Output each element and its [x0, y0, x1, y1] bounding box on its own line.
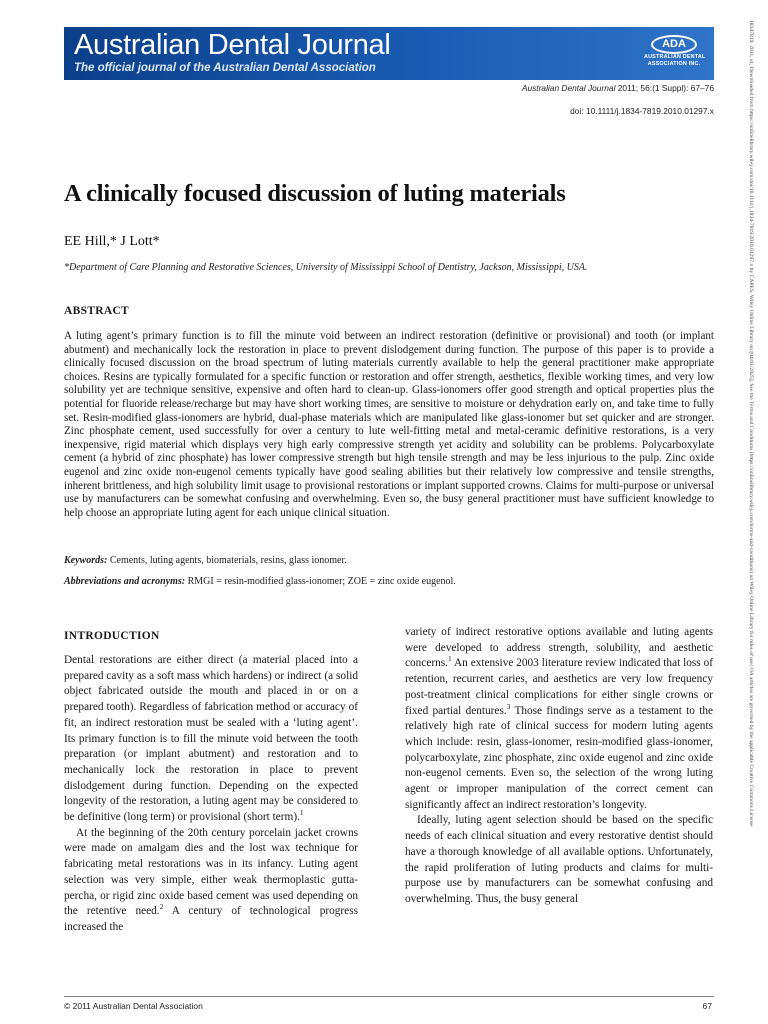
right-column [405, 625, 713, 908]
ada-logo-icon [644, 34, 704, 76]
reference-4[interactable]: 3 [506, 701, 511, 711]
intro-p3-text-a: variety of indirect restorative options available and luting agents were developed to address strength, solubility, and aesthetic concerns. [405, 626, 713, 670]
citation-line [522, 83, 714, 93]
ada-logo-text: ADA [651, 35, 697, 54]
footer-copyright: © 2011 Australian Dental Association [64, 1001, 203, 1011]
reference-1[interactable]: 1 [299, 808, 304, 818]
ada-logo-line2: ASSOCIATION INC. [647, 61, 701, 67]
left-column [64, 653, 358, 936]
abbreviations-text: RMGI = resin-modified glass-ionomer; ZOE = zinc oxide eugenol. [185, 576, 456, 587]
intro-paragraph-2 [64, 826, 358, 936]
keywords-line [64, 555, 714, 566]
intro-paragraph-3 [405, 625, 713, 813]
introduction-heading: INTRODUCTION [64, 630, 160, 642]
journal-title: Australian Dental Journal [74, 29, 391, 61]
citation-journal: Australian Dental Journal [521, 83, 616, 93]
abstract-text: A luting agent’s primary function is to fill the minute void between an indirect restoration (definitive or provisional) and tooth (or implant abutment) and mechanically lock the restoration in place to prevent dislodgement during function. The purpose of this paper is to provide a clinically focused discussion on the broad spectrum of luting materials currently available to help the general practitioner make appropriate choices. Resins are typically formulated for a specific function or restoration and offer strength, aesthetics, flexible working times, and very low solubility yet are technique sensitive, expensive and often hard to clean-up. Glass-ionomers offer good strength and optical properties plus the potential for fluoride release/recharge but may have short working times, are sensitive to moisture or dehydration early on, and take time to fully set. Resin-modified glass-ionomers are hybrid, dual-phase materials which are manipulated like glass-ionomer but set quicker and are stronger. Zinc phosphate cement, used successfully for over a century to lute well-fitting metal and metal-ceramic definitive restorations, is a very inexpensive, rigid material which displays very high early compressive strength yet acidity and solubility can be problems. Polycarboxylate cement (a hybrid of zinc phosphate) has lower compressive strength but high tensile strength and may be less injurious to the pulp. Zinc oxide eugenol and zinc oxide non-eugenol cements typically have good sealing abilities but their relatively low compressive and tensile strengths, inherent brittleness, and high solubility limit usage to provisional restorations or implant supported crowns. Claims for multi-purpose or universal use by manufacturers can be somewhat confusing and overwhelming. Even so, the busy general practitioner must have sufficient knowledge to help choose an appropriate luting agent for each unique clinical situation. [64, 330, 714, 519]
keywords-label: Keywords: [64, 555, 108, 566]
intro-p3-text-c: Those findings serve as a testament to the relatively high rate of clinical success for modern luting agents which include: resin, glass-ionomer, resin-modified glass-ionomer, polycarboxylate, zinc phosphate, zinc oxide eugenol and zinc oxide non-eugenol cements. Even so, the selection of the wrong luting agent or improper manipulation of the correct cement can significantly affect an indirect restoration’s longevity. [405, 704, 713, 811]
article-title: A clinically focused discussion of luting materials [64, 180, 566, 207]
intro-p2-text-b: A century of technological progress increased the [64, 905, 358, 933]
reference-2[interactable]: 2 [159, 902, 164, 912]
keywords-text: Cements, luting agents, biomaterials, resins, glass ionomer. [107, 555, 347, 566]
reference-3[interactable]: 1 [447, 654, 452, 664]
intro-p3-text-b: An extensive 2003 literature review indicated that loss of retention, recurrent caries, and aesthetics are very low frequency post-treatment clinical complications for either single crowns or fixed partial dentures. [405, 657, 713, 717]
journal-subtitle: The official journal of the Australian Dental Association [74, 62, 376, 74]
article-authors: EE Hill,* J Lott* [64, 234, 160, 249]
download-notice: 18347819, 2011, s1, Downloaded from https://onlinelibrary.wiley.com/doi/10.1111/j.1834-7819.2010.01297.x by CAPES, Wiley Online Library on [04/01/2025]. See the Terms and Conditions (https://onlinelibrary.wiley.com/terms-and-conditions) on Wiley Online Library for rules of use; OA articles are governed by the applicable Creative Commons License [748, 20, 754, 827]
author-affiliation: *Department of Care Planning and Restorative Sciences, University of Mississippi School of Dentistry, Jackson, Mississippi, USA. [64, 262, 588, 273]
abbreviations-line [64, 576, 714, 587]
intro-paragraph-4: Ideally, luting agent selection should be based on the specific needs of each clinical situation and every restorative dentist should have a thorough knowledge of all available options. Unfortunately, the rapid proliferation of luting products and claims for multi-purpose use by manufacturers can be somewhat confusing and overwhelming. Thus, the busy general [405, 814, 713, 905]
doi-link[interactable]: doi: 10.1111/j.1834-7819.2010.01297.x [570, 106, 714, 116]
intro-p1-text: Dental restorations are either direct (a material placed into a prepared cavity as a soft mass which hardens) or indirect (a solid object fabricated outside the mouth and placed in or on a prepared tooth). Regardless of fabrication method or accuracy of fit, an indirect restoration must be sealed with a ‘luting agent’. Its primary function is to fill the minute void between the tooth preparation (or implant abutment) and restoration and to mechanically lock the restoration in place to prevent dislodgement during function. Depending on the expected longevity of the restoration, a luting agent may be considered to be definitive (long term) or provisional (short term). [64, 654, 358, 824]
download-notice-strip [744, 20, 758, 1010]
intro-p2-text-a: At the beginning of the 20th century porcelain jacket crowns were made on amalgam dies and the lost wax technique for fabricating metal restorations was in its infancy. Luting agent selection was very simple, either weak thermoplastic gutta-percha, or rigid zinc oxide based cement was used depending on the retentive need. [64, 826, 358, 918]
abstract-heading: ABSTRACT [64, 305, 130, 317]
citation-details: 2011; 56:(1 Suppl): 67–76 [615, 83, 714, 93]
page-number: 67 [702, 1001, 712, 1011]
footer-divider [64, 996, 714, 997]
abbreviations-label: Abbreviations and acronyms: [64, 576, 186, 587]
journal-banner [64, 27, 714, 80]
intro-paragraph-1 [64, 653, 358, 826]
ada-logo-line1: AUSTRALIAN DENTAL [644, 54, 706, 60]
